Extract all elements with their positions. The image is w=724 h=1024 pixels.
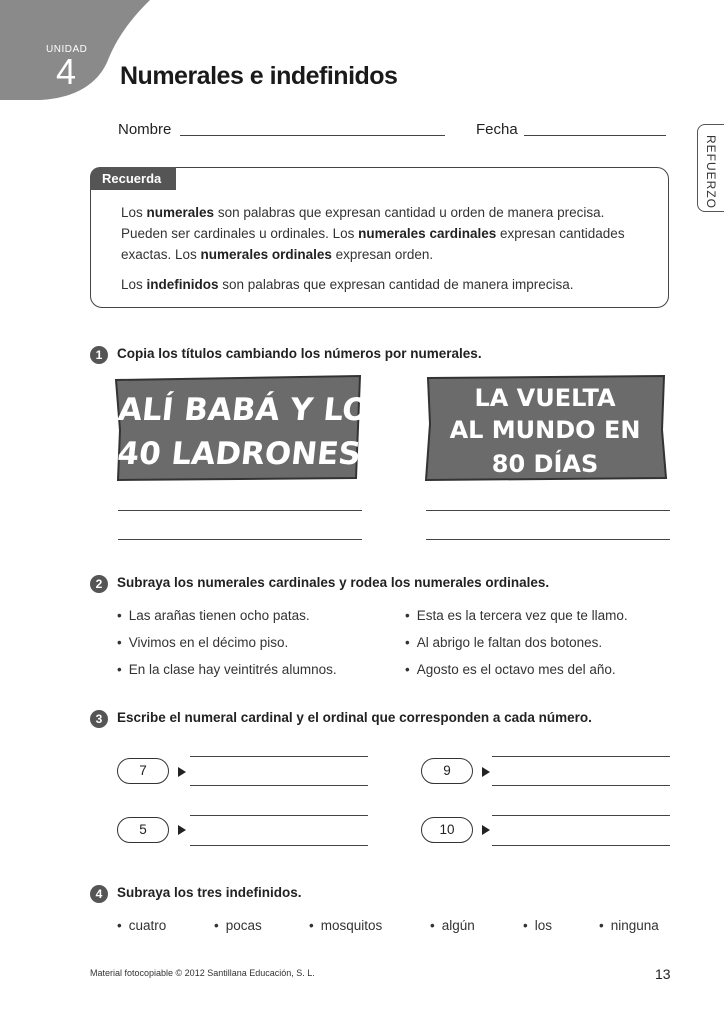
arrow-right-icon <box>482 825 490 835</box>
exercise-1-title: Copia los títulos cambiando los números por numerales. <box>117 346 482 361</box>
list-item: • Vivimos en el décimo piso. <box>117 635 289 650</box>
exercise-3-title: Escribe el numeral cardinal y el ordinal que corresponden a cada número. <box>117 710 592 725</box>
sign-2-line-2: AL MUNDO EN <box>449 416 641 444</box>
list-item: • En la clase hay veintitrés alumnos. <box>117 662 337 677</box>
exercise-4-title: Subraya los tres indefinidos. <box>117 885 302 900</box>
answer-line[interactable] <box>492 815 670 816</box>
exercise-4-number: 4 <box>90 885 108 903</box>
book-title-sign-1 <box>112 374 393 482</box>
name-label: Nombre <box>118 121 172 138</box>
book-title-sign-2 <box>422 374 668 482</box>
word-item[interactable]: • mosquitos <box>309 918 383 933</box>
answer-line[interactable] <box>118 510 362 511</box>
answer-line[interactable] <box>492 756 670 757</box>
word-item[interactable]: • algún <box>430 918 475 933</box>
recuerda-tag: Recuerda <box>90 167 176 190</box>
word-item[interactable]: • pocas <box>214 918 262 933</box>
name-field[interactable] <box>180 135 445 136</box>
answer-line[interactable] <box>492 785 670 786</box>
exercise-2-title: Subraya los numerales cardinales y rodea los numerales ordinales. <box>117 575 550 590</box>
page-number: 13 <box>655 966 671 982</box>
answer-line[interactable] <box>190 785 368 786</box>
sign-2-line-1: LA VUELTA <box>474 384 616 412</box>
recuerda-text-2: Los indefinidos son palabras que expresan cantidad de manera imprecisa. <box>121 277 574 292</box>
answer-line[interactable] <box>190 845 368 846</box>
answer-line[interactable] <box>426 510 670 511</box>
number-box: 10 <box>421 817 473 843</box>
list-item: • Las arañas tienen ocho patas. <box>117 608 310 623</box>
side-tab-label: REFUERZO <box>704 135 718 209</box>
arrow-right-icon <box>178 825 186 835</box>
answer-line[interactable] <box>190 815 368 816</box>
answer-line[interactable] <box>426 539 670 540</box>
list-item: • Al abrigo le faltan dos botones. <box>405 635 603 650</box>
number-box: 9 <box>421 758 473 784</box>
list-item: • Agosto es el octavo mes del año. <box>405 662 616 677</box>
number-box: 7 <box>117 758 169 784</box>
sign-1-line-1: ALÍ BABÁ Y LOS <box>116 392 393 428</box>
word-item[interactable]: • ninguna <box>599 918 659 933</box>
side-tab <box>697 124 724 212</box>
answer-line[interactable] <box>190 756 368 757</box>
sign-2-line-3: 80 DÍAS <box>491 450 599 478</box>
exercise-2-number: 2 <box>90 575 108 593</box>
unit-number: 4 <box>56 51 77 92</box>
word-item[interactable]: • los <box>523 918 552 933</box>
date-label: Fecha <box>476 121 518 138</box>
exercise-1-number: 1 <box>90 346 108 364</box>
unit-label: UNIDAD <box>46 44 88 55</box>
answer-line[interactable] <box>118 539 362 540</box>
number-box: 5 <box>117 817 169 843</box>
sign-1-line-2: 40 LADRONES <box>115 436 363 472</box>
exercise-3-number: 3 <box>90 710 108 728</box>
date-field[interactable] <box>524 135 666 136</box>
word-item[interactable]: • cuatro <box>117 918 167 933</box>
page-title: Numerales e indefinidos <box>120 62 398 90</box>
recuerda-text-1: Los numerales son palabras que expresan cantidad u orden de manera precisa. Pueden ser cardinales u ordinales. Los numerales cardinales expresan cantidades exactas. Los numerales ordinales expresan orden. <box>121 205 625 262</box>
arrow-right-icon <box>178 767 186 777</box>
footer-copyright: Material fotocopiable © 2012 Santillana Educación, S. L. <box>90 968 315 978</box>
arrow-right-icon <box>482 767 490 777</box>
answer-line[interactable] <box>492 845 670 846</box>
list-item: • Esta es la tercera vez que te llamo. <box>405 608 628 623</box>
